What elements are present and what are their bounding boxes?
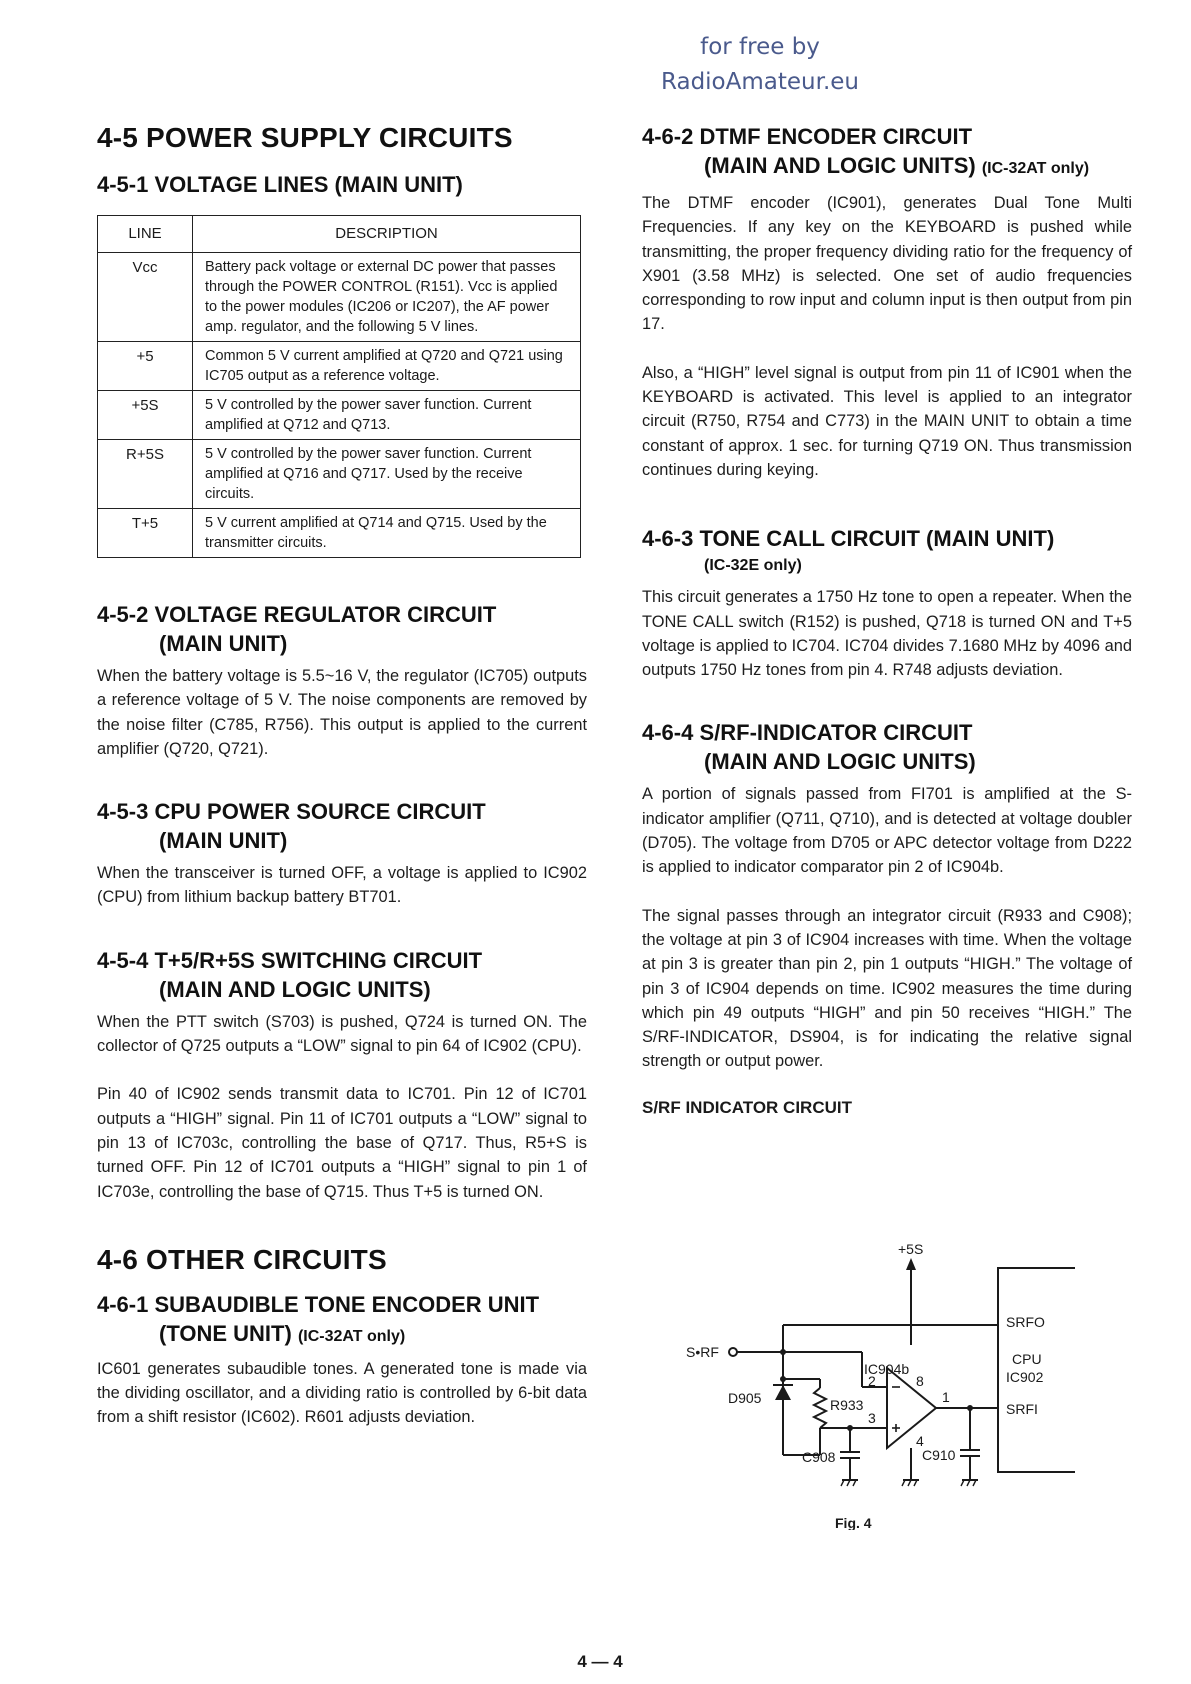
table-cell-description: 5 V current amplified at Q714 and Q715. Used by the transmitter circuits. bbox=[193, 509, 581, 558]
input-terminal bbox=[729, 1348, 737, 1356]
table-header-row bbox=[98, 216, 581, 253]
table-row bbox=[98, 391, 581, 440]
section-4-5-2-text: When the battery voltage is 5.5~16 V, the regulator (IC705) outputs a reference voltage of 5 V. The noise components are removed by the noise filter (C785, R756). This output is applied to the current amplifier (Q720, Q721). bbox=[97, 667, 587, 758]
table-row bbox=[98, 342, 581, 391]
section-4-6-4-subheading: (MAIN AND LOGIC UNITS) bbox=[704, 749, 976, 775]
label-cpu: CPU bbox=[1012, 1351, 1042, 1367]
junction-dot bbox=[780, 1349, 786, 1355]
section-4-5-4-title bbox=[97, 946, 587, 1004]
opamp-symbol bbox=[887, 1368, 936, 1448]
page-number: 4 — 4 bbox=[577, 1652, 623, 1671]
supply-arrow bbox=[906, 1258, 916, 1270]
label-input: S•RF bbox=[686, 1344, 719, 1360]
section-4-6-3-title bbox=[642, 524, 1132, 579]
section-4-5-2-subheading: (MAIN UNIT) bbox=[159, 631, 288, 656]
section-4-5-4-subheading: (MAIN AND LOGIC UNITS) bbox=[159, 976, 431, 1002]
section-4-6-title: 4-6 OTHER CIRCUITS bbox=[97, 1243, 387, 1275]
section-4-6-3-heading: 4-6-3 TONE CALL CIRCUIT (MAIN UNIT) bbox=[642, 526, 1055, 552]
section-4-5-4-text-2: Pin 40 of IC902 sends transmit data to IC701. Pin 12 of IC701 outputs a “HIGH” signal. Pin 11 of IC701 outputs a “LOW” signal to pin 13 of IC703c, controlling the base of Q717. Thus, R5+S is turned OFF. Pin 12 of IC701 outputs a “HIGH” signal to pin 1 of IC703e, controlling the base of Q715. Thus T+5 is turned ON. bbox=[97, 1085, 587, 1201]
section-4-5-3-subheading: (MAIN UNIT) bbox=[159, 828, 288, 854]
table-cell-description: Battery pack voltage or external DC power that passes through the POWER CONTROL (R151). Vcc is applied to the power modules (IC206 or IC207), the AF power amp. regulator, and the following 5 V lines. bbox=[193, 253, 581, 342]
section-4-6-2-text-1: The DTMF encoder (IC901), generates Dual Tone Multi Frequencies. If any key on the KEYBOARD is pushed while transmitting, the proper frequency dividing ratio for the frequency of X901 (3.58 MHz) is selected. One set of audio frequencies corresponding to row input and column input is then output from pin 17. bbox=[642, 194, 1132, 334]
section-4-6-1-text: IC601 generates subaudible tones. A generated tone is made via the dividing oscillator, and a dividing ratio is controlled by 6-bit data from a shift resistor (IC602). R601 adjusts deviation. bbox=[97, 1359, 587, 1427]
section-4-6-4-text-1: A portion of signals passed from FI701 is amplified at the S-indicator amplifier (Q711, Q710), and is detected at voltage doubler (D705). The voltage from D705 or APC detector voltage from D222 is applied to indicator comparator pin 2 of IC904b. bbox=[642, 785, 1132, 877]
table-cell-line: +5S bbox=[98, 391, 193, 440]
table-cell-line: T+5 bbox=[98, 509, 193, 558]
section-4-6-3-note: (IC-32E only) bbox=[704, 557, 802, 575]
label-resistor: R933 bbox=[830, 1397, 864, 1413]
diode-symbol bbox=[775, 1385, 791, 1400]
section-4-6-2-text-2: Also, a “HIGH” level signal is output from pin 11 of IC901 when the KEYBOARD is activated. This level is applied to an integrator circuit (R750, R754 and C773) in the MAIN UNIT to obtain a time constant of approx. 1 sec. for turning Q719 ON. Thus transmission continues during keying. bbox=[642, 363, 1132, 479]
figure-caption: Fig. 4 bbox=[835, 1515, 872, 1530]
left-column bbox=[97, 118, 587, 1430]
section-4-5-4-text-1: When the PTT switch (S703) is pushed, Q724 is turned ON. The collector of Q725 outputs a “LOW” signal to pin 64 of IC902 (CPU). bbox=[97, 1012, 587, 1056]
table-row bbox=[98, 509, 581, 558]
section-4-6-1-unit: (TONE UNIT) bbox=[159, 1320, 292, 1346]
voltage-lines-table bbox=[97, 215, 581, 558]
table-cell-line: Vcc bbox=[98, 253, 193, 342]
label-pin-1: 1 bbox=[942, 1389, 950, 1405]
section-4-6-4-text-2: The signal passes through an integrator circuit (R933 and C908); the voltage at pin 3 of IC904 increases with time. When the voltage at pin 3 is greater than pin 2, pin 1 outputs “HIGH.” The voltage of pin 3 of IC904 depends on time. IC902 measures the time during which pin 49 outputs “HIGH” and pin 50 receives “HIGH.” The S/RF-INDICATOR, DS904, is for indicating the relative signal strength or output power. bbox=[642, 906, 1132, 1071]
junction-dot bbox=[847, 1425, 853, 1431]
srf-indicator-schematic bbox=[640, 1240, 1080, 1530]
table-cell-description: 5 V controlled by the power saver function. Current amplified at Q716 and Q717. Used by the receive circuits. bbox=[193, 440, 581, 509]
label-opamp: IC904b bbox=[864, 1361, 910, 1377]
section-4-5-3-title bbox=[97, 797, 587, 855]
label-pin-2: 2 bbox=[868, 1373, 876, 1389]
figure-title: S/RF INDICATOR CIRCUIT bbox=[642, 1097, 852, 1117]
section-4-5-2-title bbox=[97, 600, 587, 658]
label-diode: D905 bbox=[728, 1390, 762, 1406]
watermark bbox=[660, 30, 860, 100]
section-4-6-2-heading: 4-6-2 DTMF ENCODER CIRCUIT bbox=[642, 124, 973, 149]
section-4-6-4-title bbox=[642, 718, 1132, 776]
label-cap-c910: C910 bbox=[922, 1447, 956, 1463]
watermark-line-2: RadioAmateur.eu bbox=[661, 69, 859, 95]
section-4-5-title: 4-5 POWER SUPPLY CIRCUITS bbox=[97, 122, 513, 153]
section-4-6-2-title bbox=[642, 122, 1132, 183]
resistor-symbol bbox=[814, 1388, 826, 1428]
right-column bbox=[642, 118, 1132, 1118]
watermark-line-1: for free by bbox=[700, 34, 820, 60]
table-cell-description: 5 V controlled by the power saver function. Current amplified at Q712 and Q713. bbox=[193, 391, 581, 440]
label-srfo: SRFO bbox=[1006, 1314, 1045, 1330]
section-4-5-1-title: 4-5-1 VOLTAGE LINES (MAIN UNIT) bbox=[97, 172, 463, 197]
label-srfi: SRFI bbox=[1006, 1401, 1038, 1417]
label-pin-4: 4 bbox=[916, 1433, 924, 1449]
section-4-5-3-text: When the transceiver is turned OFF, a voltage is applied to IC902 (CPU) from lithium backup battery BT701. bbox=[97, 864, 587, 907]
section-4-6-1-title bbox=[97, 1290, 587, 1351]
junction-dot bbox=[780, 1376, 786, 1382]
table-cell-line: +5 bbox=[98, 342, 193, 391]
table-cell-line: R+5S bbox=[98, 440, 193, 509]
table-row bbox=[98, 440, 581, 509]
label-supply: +5S bbox=[898, 1241, 924, 1257]
section-4-5-3-heading: 4-5-3 CPU POWER SOURCE CIRCUIT bbox=[97, 799, 486, 825]
section-4-6-3-text: This circuit generates a 1750 Hz tone to open a repeater. When the TONE CALL switch (R152) is pushed, Q718 is turned ON and T+5 voltage is applied to IC704. IC704 divides 7.1680 MHz by 4096 and outputs 1750 Hz tones from pin 4. R748 adjusts deviation. bbox=[642, 588, 1132, 680]
table-cell-description: Common 5 V current amplified at Q720 and Q721 using IC705 output as a reference voltage. bbox=[193, 342, 581, 391]
label-cpu-ic: IC902 bbox=[1006, 1369, 1044, 1385]
table-header-description: DESCRIPTION bbox=[193, 216, 581, 253]
section-4-6-4-heading: 4-6-4 S/RF-INDICATOR CIRCUIT bbox=[642, 720, 973, 746]
section-4-6-1-note: (IC-32AT only) bbox=[297, 1327, 406, 1345]
label-pin-8: 8 bbox=[916, 1373, 924, 1389]
label-cap-c908: C908 bbox=[802, 1449, 836, 1465]
section-4-6-1-subheading bbox=[97, 1319, 587, 1351]
table-row bbox=[98, 253, 581, 342]
section-4-6-2-unit: (MAIN AND LOGIC UNITS) bbox=[704, 153, 976, 178]
section-4-5-4-heading: 4-5-4 T+5/R+5S SWITCHING CIRCUIT bbox=[97, 947, 483, 973]
section-4-5-2-heading: 4-5-2 VOLTAGE REGULATOR CIRCUIT bbox=[97, 602, 497, 627]
junction-dot bbox=[967, 1405, 973, 1411]
table-header-line: LINE bbox=[98, 216, 193, 253]
section-4-6-2-note: (IC-32AT only) bbox=[981, 160, 1090, 177]
section-4-6-1-heading: 4-6-1 SUBAUDIBLE TONE ENCODER UNIT bbox=[97, 1291, 540, 1317]
section-4-6-2-subheading bbox=[642, 151, 1132, 183]
label-pin-3: 3 bbox=[868, 1410, 876, 1426]
